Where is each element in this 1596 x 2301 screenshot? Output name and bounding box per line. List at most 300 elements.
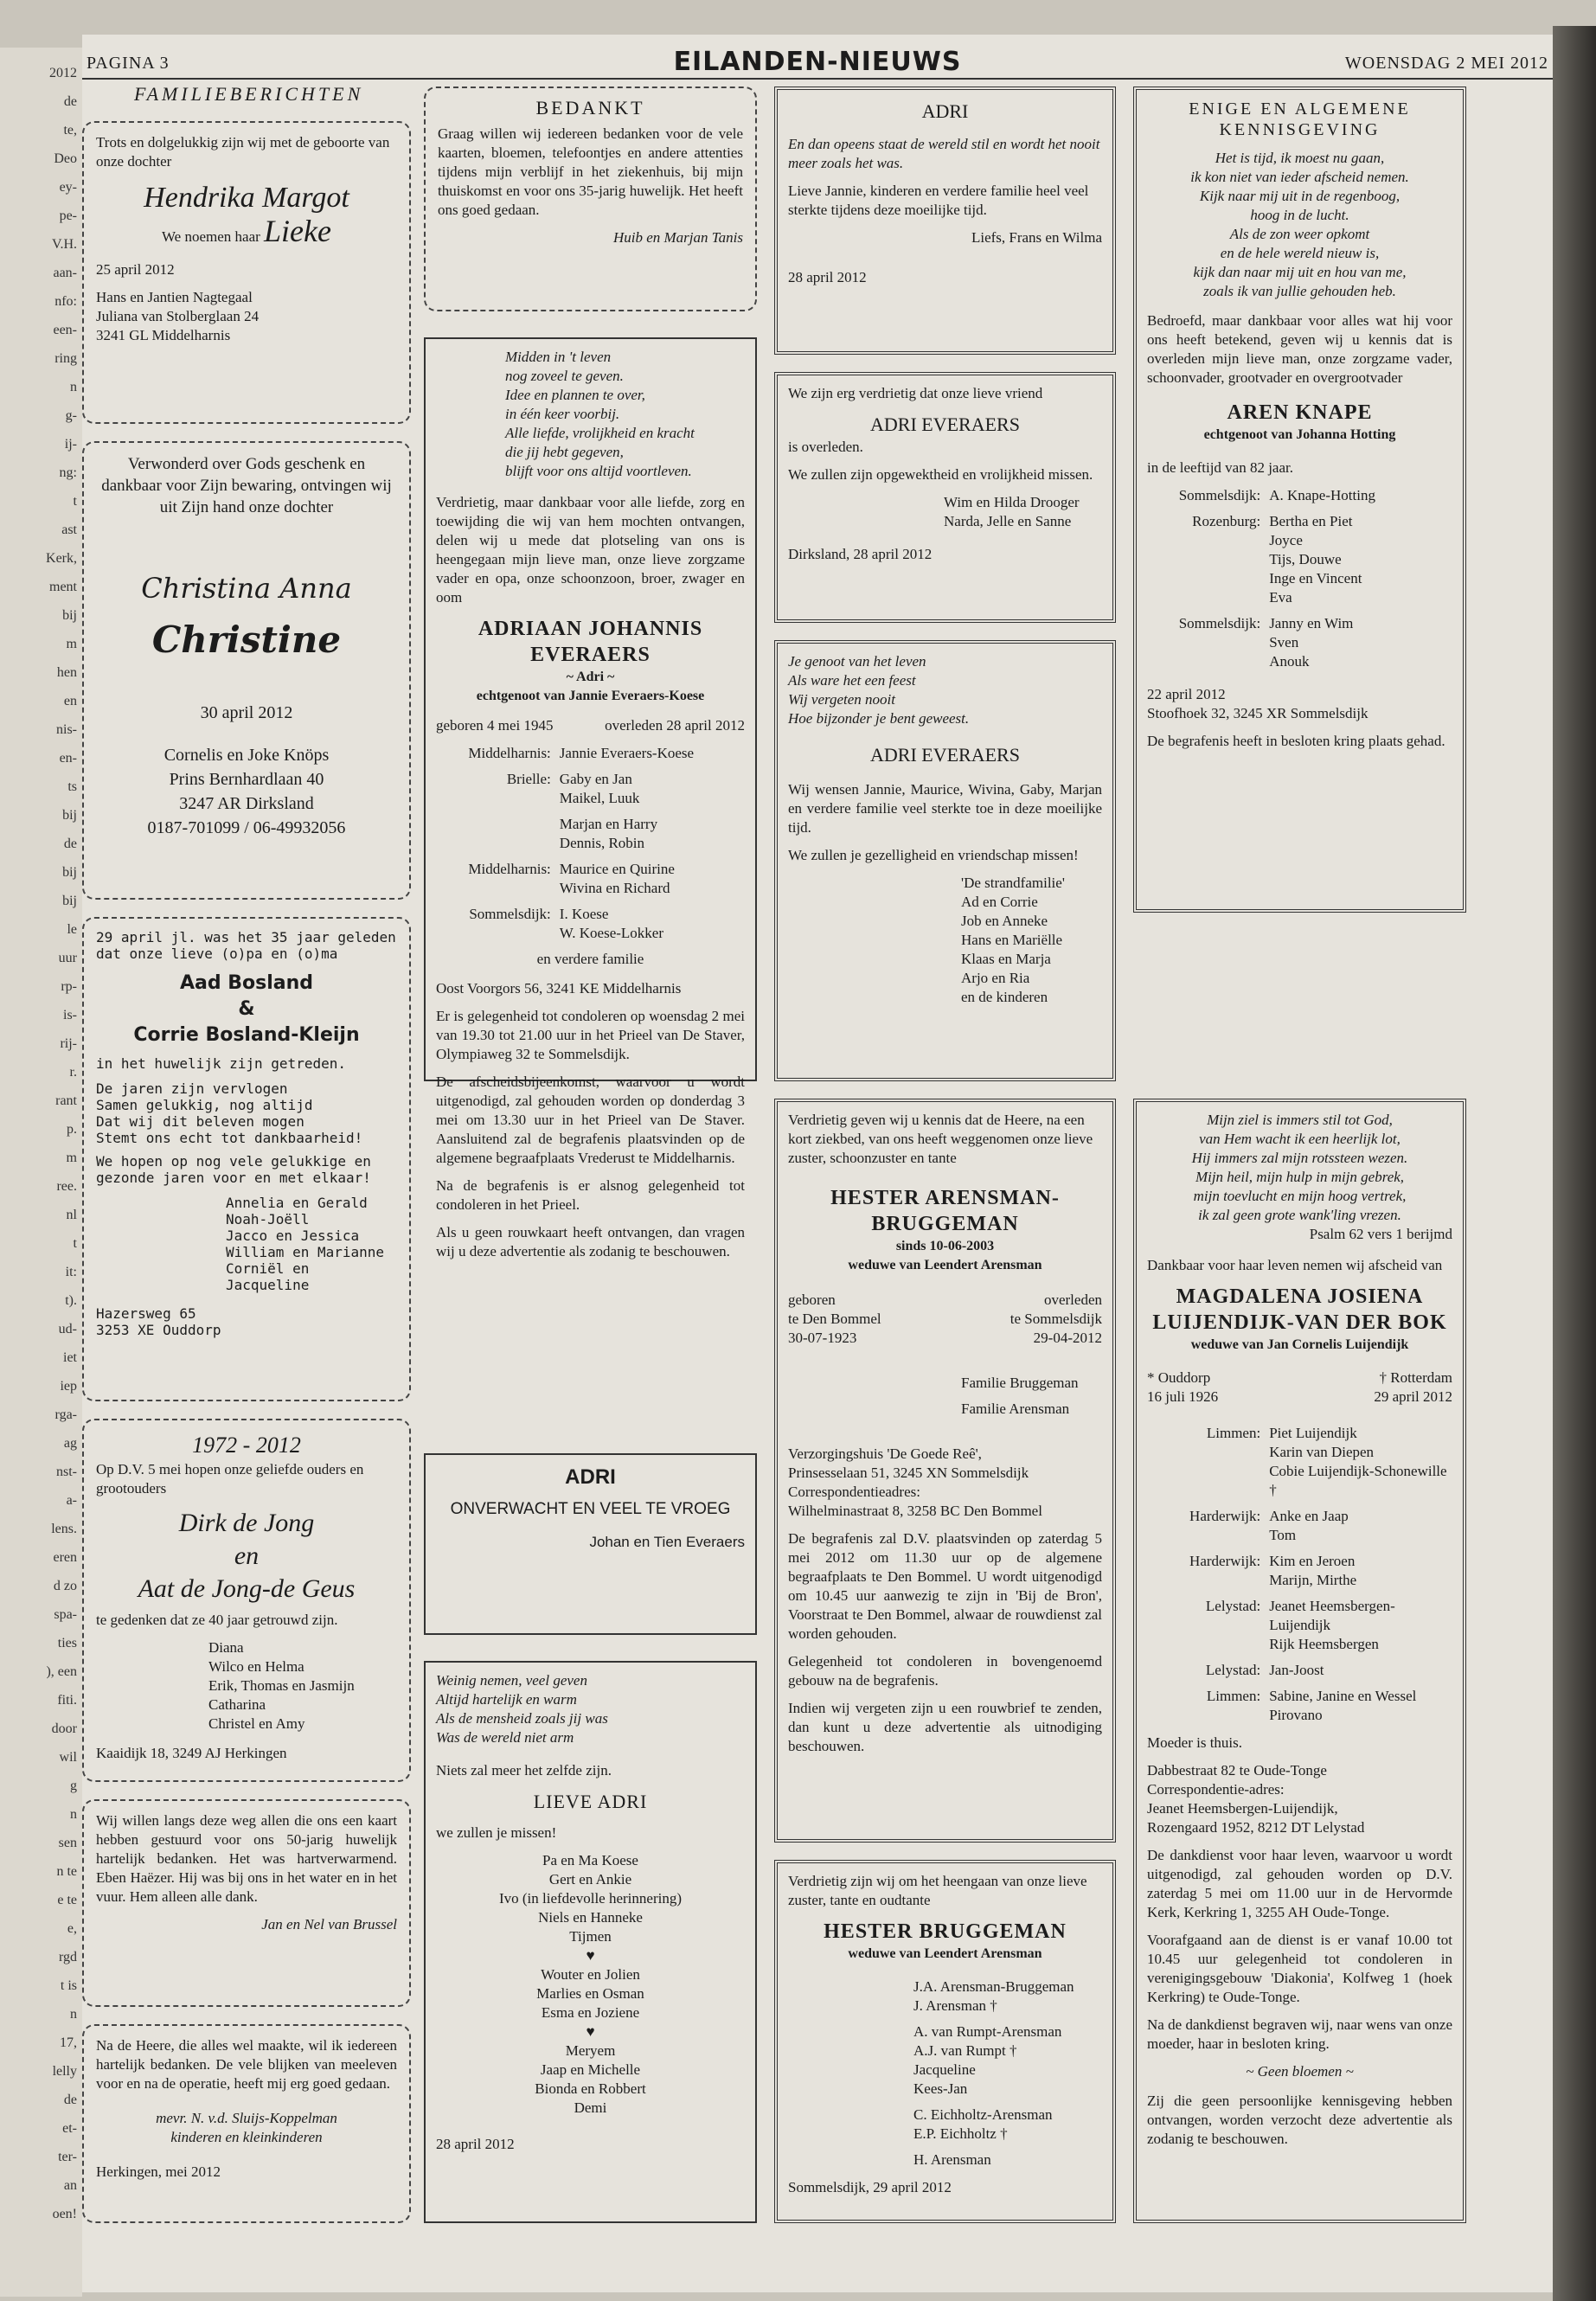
call-name-line: [96, 214, 397, 248]
names: [1269, 512, 1452, 607]
ad-intro: We zijn erg verdrietig dat onze lieve vriend: [788, 385, 1043, 401]
poem: [436, 1671, 745, 1747]
line: A.J. van Rumpt †: [913, 2042, 1017, 2059]
strip-fragment: rij-: [60, 1036, 77, 1051]
line: Tijmen: [569, 1928, 612, 1945]
strip-fragment: d zo: [53, 1579, 77, 1593]
names: [1269, 1661, 1452, 1680]
line: Dabbestraat 82 te Oude-Tonge: [1147, 1762, 1327, 1779]
strip-fragment: e te: [57, 1893, 77, 1907]
line: ♥: [586, 2023, 595, 2040]
ad-title: ENIGE EN ALGEMENE KENNISGEVING: [1189, 99, 1411, 139]
issue-date: WOENSDAG 2 MEI 2012: [1344, 54, 1548, 73]
name: Maikel, Luuk: [559, 790, 640, 806]
missed-line: we zullen je missen!: [436, 1824, 557, 1841]
strip-fragment: nis-: [56, 722, 77, 737]
line: ik zal geen grote wank'ling vrezen.: [1198, 1207, 1401, 1223]
thanks-ad-sluijs: [82, 2024, 411, 2223]
ad-intro: Trots en dolgelukkig zijn wij met de geboorte van onze dochter: [96, 134, 390, 170]
ad-text: We zullen zijn opgewektheid en vrolijkheid missen.: [788, 466, 1093, 483]
line: William en Marianne: [226, 1244, 385, 1260]
paragraph-2: We zullen je gezelligheid en vriendschap missen!: [788, 847, 1079, 863]
ad-line: Niets zal meer het zelfde zijn.: [436, 1762, 612, 1779]
line: Esma en Joziene: [541, 2004, 640, 2021]
strip-fragment: lelly: [52, 2064, 77, 2079]
name-1: Dirk de Jong: [178, 1509, 315, 1537]
strip-fragment: oen!: [52, 2207, 77, 2221]
no-flowers: ~ Geen bloemen ~: [1246, 2063, 1354, 2080]
strip-fragment: t is: [60, 1978, 77, 1993]
obituary-magdalena-luijendijk: [1133, 1099, 1466, 2223]
name: Piet Luijendijk: [1269, 1425, 1357, 1441]
line: 'De strandfamilie': [961, 875, 1065, 891]
family-list: [1147, 1424, 1452, 1725]
family-row: [1147, 614, 1452, 671]
line: Jeanet Heemsbergen-Luijendijk,: [1147, 1800, 1338, 1817]
strip-fragment: bij: [62, 808, 77, 823]
born: geboren 4 mei 1945: [436, 717, 554, 734]
line: Jaap en Michelle: [540, 2061, 641, 2078]
name: Wivina en Richard: [559, 880, 670, 896]
name: Inge en Vincent: [1269, 570, 1362, 586]
name: Maurice en Quirine: [559, 861, 675, 877]
correspondence-address: Wilhelminastraat 8, 3258 BC Den Bommel: [788, 1503, 1042, 1519]
ad-text: Lieve Jannie, kinderen en verdere familie heel veel sterkte tijdens deze moeilijke tijd.: [788, 183, 1089, 218]
name: Rijk Heemsbergen: [1269, 1636, 1379, 1652]
strip-fragment: e,: [67, 1921, 77, 1936]
signature-2: kinderen en kleinkinderen: [170, 2129, 323, 2145]
place: [436, 815, 560, 853]
line: Marlies en Osman: [536, 1985, 644, 2002]
place: Harderwijk:: [1189, 1553, 1261, 1569]
signature-1: Wim en Hilda Drooger: [944, 494, 1080, 510]
names: [1269, 486, 1452, 505]
strip-fragment: door: [51, 1721, 77, 1736]
line: [913, 2144, 1102, 2150]
strip-fragment: bij: [62, 894, 77, 908]
name: Anke en Jaap: [1269, 1508, 1349, 1524]
city: 3241 GL Middelharnis: [96, 327, 231, 343]
name: Joyce: [1269, 532, 1303, 548]
footer: Sommelsdijk, 29 april 2012: [788, 2179, 952, 2195]
page-header: [82, 43, 1553, 80]
obituary-adri-drooger: [774, 372, 1116, 623]
strip-fragment: de: [63, 836, 77, 851]
name: W. Koese-Lokker: [559, 925, 664, 941]
obituary-aren-knape: [1133, 87, 1466, 913]
names: [560, 770, 745, 808]
line: Arjo en Ria: [961, 970, 1030, 986]
line: mijn toevlucht en mijn hoog vertrek,: [1193, 1188, 1407, 1204]
page-number: PAGINA 3: [87, 54, 170, 73]
line: J. Arensman †: [913, 1997, 997, 2014]
obituary-lieve-adri: [424, 1661, 757, 2223]
line: Correspondentie-adres:: [1147, 1781, 1285, 1798]
family-row: [1147, 1597, 1452, 1654]
strip-fragment: bij: [62, 865, 77, 880]
place: Brielle:: [506, 771, 551, 787]
family-list: [96, 1195, 397, 1293]
line: Alle liefde, vrolijkheid en kracht: [505, 425, 695, 441]
died: overleden 28 april 2012: [605, 717, 745, 734]
family-row: [1147, 1424, 1452, 1500]
strip-fragment: ag: [63, 1436, 77, 1451]
deceased-name: HESTER BRUGGEMAN: [824, 1920, 1067, 1943]
call-name: Lieke: [264, 214, 331, 248]
strip-fragment: r.: [69, 1065, 77, 1080]
relatives: en verdere familie: [536, 951, 644, 967]
line: Als de mensheid zoals jij was: [436, 1710, 608, 1727]
strip-fragment: an: [63, 2178, 77, 2193]
line: Niels en Hanneke: [538, 1909, 643, 1926]
poem: [788, 652, 1102, 728]
names: [560, 860, 745, 898]
family-2: Familie Arensman: [961, 1400, 1070, 1417]
names: [560, 905, 745, 943]
anniversary-ad-dejong: [82, 1419, 411, 1782]
strip-fragment: nl: [66, 1208, 77, 1222]
line: Hij immers zal mijn rotssteen wezen.: [1191, 1150, 1408, 1166]
birth-ad-lieke: [82, 121, 411, 424]
strip-fragment: n: [70, 2007, 77, 2022]
strip-fragment: fiti.: [57, 1693, 77, 1708]
paragraph-1: De begrafenis zal D.V. plaatsvinden op zaterdag 5 mei 2012 om 11.30 uur op de algemene begraafplaats te Den Bommel. U wordt uitgenodigd om 10.45 uur aanwezig te zijn in 'Bij de Bron', Voorstraat te Den Bommel, alwaar de rouwdienst zal worden gehouden.: [788, 1530, 1102, 1642]
address: Oost Voorgors 56, 3241 KE Middelharnis: [436, 980, 682, 997]
line: Weinig nemen, veel geven: [436, 1672, 587, 1689]
ad-intro: Dankbaar voor haar leven nemen wij afscheid van: [1147, 1257, 1443, 1273]
name: Jeanet Heemsbergen-Luijendijk: [1269, 1598, 1395, 1633]
line: Kees-Jan: [913, 2080, 968, 2097]
name-2: Corrie Bosland-Kleijn: [133, 1024, 360, 1046]
ad-date: 28 april 2012: [788, 269, 867, 285]
name: Anouk: [1269, 653, 1310, 670]
family-list: [96, 1638, 397, 1734]
born-place: te Den Bommel: [788, 1311, 881, 1327]
name: Karin van Diepen: [1269, 1444, 1375, 1460]
family-row: [1147, 1661, 1452, 1680]
anniversary-ad-bosland: [82, 917, 411, 1401]
family-row: [436, 770, 745, 808]
line: Christel en Amy: [208, 1715, 305, 1732]
line: Idee en plannen te over,: [505, 387, 645, 403]
strip-fragment: de: [63, 2093, 77, 2107]
died-block: [1010, 1291, 1102, 1348]
strip-fragment: een-: [53, 323, 77, 337]
strip-fragment: ), een: [46, 1664, 77, 1679]
birth-ad-christine: [82, 441, 411, 900]
care-home: Verzorgingshuis 'De Goede Reê',: [788, 1445, 982, 1462]
deceased-name: AREN KNAPE: [1227, 401, 1373, 424]
ad-line: ONVERWACHT EN VEEL TE VROEG: [450, 1500, 731, 1518]
line: Erik, Thomas en Jasmijn: [208, 1677, 355, 1694]
dates: [436, 716, 745, 735]
married-line: in het huwelijk zijn getreden.: [96, 1055, 346, 1072]
place: Limmen:: [1206, 1425, 1261, 1441]
died-date: 29 april 2012: [1374, 1388, 1452, 1405]
obituary-adri-strandfamilie: [774, 640, 1116, 1081]
strip-fragment: g-: [65, 408, 77, 423]
ad-intro: Verwonderd over Gods geschenk en dankbaar voor Zijn bewaring, ontvingen wij uit Zijn hand onze dochter: [101, 455, 392, 516]
line: Als ware het een feest: [788, 672, 916, 689]
address: Kaaidijk 18, 3249 AJ Herkingen: [96, 1745, 287, 1761]
names: [1269, 1597, 1452, 1654]
home-line: Moeder is thuis.: [1147, 1734, 1243, 1751]
strip-fragment: m: [66, 1150, 77, 1165]
name: I. Koese: [559, 906, 609, 922]
line: Gert en Ankie: [548, 1871, 632, 1888]
born-block: [788, 1291, 881, 1348]
strip-fragment: le: [67, 922, 77, 937]
family-list: [436, 1851, 745, 2118]
dates: [1147, 1368, 1452, 1407]
strip-fragment: sen: [58, 1836, 77, 1850]
strip-fragment: bij: [62, 608, 77, 623]
strip-fragment: Deo: [54, 151, 77, 166]
paragraph-1: Er is gelegenheid tot condoleren op woensdag 2 mei van 19.30 tot 21.00 uur in het Prieel van De Staver, Olympiaweg 32 te Sommelsdijk.: [436, 1008, 745, 1062]
place: Rozenburg:: [1192, 513, 1261, 529]
line: Samen gelukkig, nog altijd: [96, 1097, 313, 1113]
place: Harderwijk:: [1189, 1508, 1261, 1524]
line: ♥: [586, 1947, 595, 1964]
strip-fragment: ey-: [59, 180, 77, 195]
paragraph-1: De dankdienst voor haar leven, waarvoor u wordt uitgenodigd, zal gehouden worden op D.V. zaterdag 5 mei om 11.00 uur in de Hervormde Kerk, Kerkring 1, 3255 AH Oude-Tonge.: [1147, 1847, 1452, 1920]
adjacent-page-strip: [0, 48, 82, 2297]
line: nog zoveel te geven.: [505, 368, 624, 384]
died-date: 29-04-2012: [1033, 1330, 1102, 1346]
name: A. Knape-Hotting: [1269, 487, 1375, 503]
line: Klaas en Marja: [961, 951, 1051, 967]
line: [913, 2099, 1102, 2106]
thanks-ad-tanis: [424, 87, 757, 311]
line: Mijn ziel is immers stil tot God,: [1207, 1112, 1393, 1128]
strip-fragment: nfo:: [54, 294, 77, 309]
line: in één keer voorbij.: [505, 406, 620, 422]
names: [560, 744, 745, 763]
line: Dat wij dit beleven mogen: [96, 1113, 304, 1130]
obituary-hester-arensman: [774, 1099, 1116, 1843]
died-place: te Sommelsdijk: [1010, 1311, 1102, 1327]
line: en de kinderen: [961, 989, 1048, 1005]
newspaper-page: [82, 35, 1553, 2292]
signature: Jan en Nel van Brussel: [261, 1916, 397, 1932]
names: [1269, 1552, 1452, 1590]
family-row: [436, 744, 745, 763]
strip-fragment: t).: [65, 1293, 77, 1308]
line: ik kon niet van ieder afscheid nemen.: [1190, 169, 1409, 185]
strip-fragment: n: [70, 1807, 77, 1822]
names: [1269, 1507, 1452, 1545]
nickname: ~ Adri ~: [566, 670, 615, 684]
family-list: [788, 874, 1102, 1007]
died-block: [1374, 1368, 1452, 1407]
line: H. Arensman: [913, 2151, 991, 2168]
name: Jannie Everaers-Koese: [559, 745, 695, 761]
ad-intro: Verdrietig zijn wij om het heengaan van onze lieve zuster, tante en oudtante: [788, 1873, 1087, 1908]
family-row: [1147, 1507, 1452, 1545]
deceased-name: MAGDALENA JOSIENA LUIJENDIJK-VAN DER BOK: [1152, 1285, 1447, 1334]
call-name: Christine: [151, 619, 342, 661]
line: blijft voor ons altijd voortleven.: [505, 463, 692, 479]
deceased-name: ADRIAAN JOHANNIS EVERAERS: [478, 618, 703, 666]
name: Tijs, Douwe: [1269, 551, 1342, 567]
phone: 0187-701099 / 06-49932056: [147, 818, 346, 837]
dates: [788, 1291, 1102, 1348]
died-label: overleden: [1043, 1292, 1102, 1308]
line: Noah-Joëll: [226, 1211, 310, 1227]
name: Marijn, Mirthe: [1269, 1572, 1357, 1588]
correspondence-label: Correspondentieadres:: [788, 1484, 920, 1500]
place: Limmen:: [1206, 1688, 1261, 1704]
strip-fragment: ng:: [59, 465, 77, 480]
family-row: [1147, 512, 1452, 607]
line: Midden in 't leven: [505, 349, 612, 365]
widow: weduwe van Leendert Arensman: [848, 1258, 1042, 1272]
family-row: [1147, 1552, 1452, 1590]
names: [1269, 1424, 1452, 1500]
strip-fragment: ree.: [56, 1179, 77, 1194]
obituary-adri-small: [424, 1453, 757, 1635]
line: Jacqueline: [913, 2061, 976, 2078]
ad-date: 22 april 2012: [1147, 686, 1226, 702]
ad-date: 28 april 2012: [436, 2136, 515, 2152]
family-list: [436, 744, 745, 943]
paragraph-3: Indien wij vergeten zijn u een rouwbrief te zenden, dan kunt u deze advertentie als uitnodiging beschouwen.: [788, 1700, 1102, 1754]
name: Sabine, Janine en Wessel: [1269, 1688, 1417, 1704]
strip-fragment: te,: [63, 123, 77, 138]
line: Rozengaard 1952, 8212 DT Lelystad: [1147, 1819, 1365, 1836]
ad-title: ADRI: [565, 1465, 616, 1489]
strip-fragment: wil: [59, 1750, 77, 1765]
names: [1269, 614, 1452, 671]
strip-fragment: is-: [63, 1008, 77, 1022]
line: Wilco en Helma: [208, 1658, 304, 1675]
line: Ivo (in liefdevolle herinnering): [498, 1890, 682, 1907]
parents: Hans en Jantien Nagtegaal: [96, 289, 253, 305]
family-row: [1147, 486, 1452, 505]
name-1: Aad Bosland: [179, 972, 314, 994]
place: Sommelsdijk:: [1178, 487, 1261, 503]
line: Job en Anneke: [961, 913, 1048, 929]
place: Sommelsdijk:: [1178, 615, 1261, 631]
years: 1972 - 2012: [192, 1433, 301, 1458]
line: Meryem: [565, 2042, 616, 2059]
deceased-name: ADRI EVERAERS: [870, 413, 1020, 435]
line: Altijd hartelijk en warm: [436, 1691, 577, 1708]
family-row: [1147, 1687, 1452, 1725]
wish: We hopen op nog vele gelukkige en gezonde jaren voor en met elkaar!: [96, 1153, 371, 1186]
strip-fragment: t: [73, 1236, 77, 1251]
strip-fragment: uur: [58, 951, 77, 965]
name: Eva: [1269, 589, 1292, 606]
strip-fragment: rp-: [61, 979, 77, 994]
baby-names: Christina Anna: [141, 572, 352, 605]
strip-fragment: ij-: [64, 437, 77, 452]
paragraph-4: Als u geen rouwkaart heeft ontvangen, dan vragen wij u deze advertentie als zodanig te beschouwen.: [436, 1224, 745, 1259]
died-line: is overleden.: [788, 439, 863, 455]
ad-title: BEDANKT: [535, 97, 645, 119]
strip-fragment: hen: [56, 665, 77, 680]
strip-fragment: g: [70, 1779, 77, 1793]
line: kijk dan naar mij uit en hou van me,: [1193, 264, 1407, 280]
line: E.P. Eichholtz †: [913, 2125, 1008, 2142]
ad-date: 25 april 2012: [96, 261, 175, 278]
line: Corniël en Jacqueline: [226, 1260, 310, 1293]
signature: Huib en Marjan Tanis: [612, 229, 743, 246]
family-row: [436, 860, 745, 898]
strip-fragment: p.: [67, 1122, 77, 1137]
line: die jij hebt gegeven,: [505, 444, 624, 460]
ad-title: LIEVE ADRI: [533, 1791, 648, 1812]
line: Wij vergeten nooit: [788, 691, 896, 708]
name: Cobie Luijendijk-Schonewille †: [1269, 1463, 1447, 1498]
name: Gaby en Jan: [559, 771, 632, 787]
died: † Rotterdam: [1379, 1369, 1452, 1386]
ad-text: Na de Heere, die alles wel maakte, wil ik iedereen hartelijk bedanken. De vele blijken van meeleven voor en na de operatie, heeft mij erg goed gedaan.: [96, 2037, 397, 2092]
psalm: Psalm 62 vers 1 berijmd: [1309, 1226, 1452, 1242]
born-date: 16 juli 1926: [1147, 1388, 1219, 1405]
call-prefix: We noemen haar: [161, 228, 260, 245]
ad-intro: 29 april jl. was het 35 jaar geleden dat onze lieve (o)pa en (o)ma: [96, 929, 396, 962]
line: A. van Rumpt-Arensman: [913, 2023, 1062, 2040]
obituary-adri-liefs: [774, 87, 1116, 355]
section-title: FAMILIEBERICHTEN: [134, 83, 364, 105]
obituary-adriaan-everaers: [424, 337, 757, 1259]
city: 3253 XE Ouddorp: [96, 1322, 221, 1338]
street: Hazersweg 65: [96, 1305, 196, 1322]
widow: weduwe van Leendert Arensman: [848, 1946, 1042, 1961]
name: Jan-Joost: [1269, 1662, 1324, 1678]
paragraph-2: Gelegenheid tot condoleren in bovengenoemd gebouw na de begrafenis.: [788, 1653, 1102, 1689]
obituary-hester-bruggeman: [774, 1860, 1116, 2223]
line: Diana: [208, 1639, 244, 1656]
line: Ad en Corrie: [961, 894, 1038, 910]
addresses: [1147, 1761, 1452, 1837]
ad-text: Graag willen wij iedereen bedanken voor de vele kaarten, bloemen, telefoontjes en andere attenties tijdens mijn verblijf in het ziekenhuis, bij mijn thuiskomst en voor ons 35-jarig huwelijk. Het heeft ons goed gedaan.: [438, 125, 743, 218]
paragraph-3: Na de begrafenis is er alsnog gelegenheid tot condoleren in het Prieel.: [436, 1177, 745, 1213]
born-block: [1147, 1368, 1218, 1407]
ad-title: ADRI: [921, 100, 969, 122]
names: [1269, 1687, 1452, 1725]
address: Stoofhoek 32, 3245 XR Sommelsdijk: [1147, 705, 1368, 721]
strip-fragment: a-: [66, 1493, 77, 1508]
paragraph-1: Wij wensen Jannie, Maurice, Wivina, Gaby, Marjan en verdere familie veel sterkte toe in deze moeilijke tijd.: [788, 781, 1102, 836]
strip-fragment: ment: [49, 580, 77, 594]
street: Prins Bernhardlaan 40: [169, 770, 324, 789]
spouse: echtgenoot van Johanna Hotting: [1203, 427, 1396, 442]
strip-fragment: pe-: [59, 208, 77, 223]
strip-fragment: nst-: [56, 1465, 77, 1479]
signature-1: mevr. N. v.d. Sluijs-Koppelman: [156, 2110, 337, 2126]
name: Pirovano: [1269, 1707, 1323, 1723]
line: J.A. Arensman-Bruggeman: [913, 1978, 1074, 1995]
binding-edge: [1553, 26, 1596, 2301]
line: Kijk naar mij uit in de regenboog,: [1199, 188, 1401, 204]
name: Kim en Jeroen: [1269, 1553, 1356, 1569]
since: sinds 10-06-2003: [895, 1239, 995, 1253]
ad-intro: Bedroefd, maar dankbaar voor alles wat hij voor ons heeft betekend, geven wij u kennis dat is overleden mijn lieve man, onze zorgzame vader, schoonvader, grootvader en overgrootvader: [1147, 312, 1452, 386]
strip-fragment: rgd: [58, 1950, 77, 1965]
line: Annelia en Gerald: [226, 1195, 368, 1211]
line: en de hele wereld nieuw is,: [1220, 245, 1380, 261]
strip-fragment: eren: [53, 1550, 77, 1565]
poem: En dan opeens staat de wereld stil en wordt het nooit meer zoals het was.: [788, 136, 1100, 171]
signature-2: Narda, Jelle en Sanne: [944, 513, 1072, 529]
line: zoals ik van jullie gehouden heb.: [1203, 283, 1396, 299]
strip-fragment: spa-: [54, 1607, 77, 1622]
ad-text: Wij willen langs deze weg allen die ons een kaart hebben gestuurd voor ons 50-jarig huwelijk hartelijk bedanken. Het was hartverwarmend. Eben Haëzer. Hij was bij ons in het water en in het vuur. Hem alleen alle dank.: [96, 1812, 397, 1905]
deceased-name: ADRI EVERAERS: [870, 744, 1020, 766]
age: in de leeftijd van 82 jaar.: [1147, 459, 1293, 476]
